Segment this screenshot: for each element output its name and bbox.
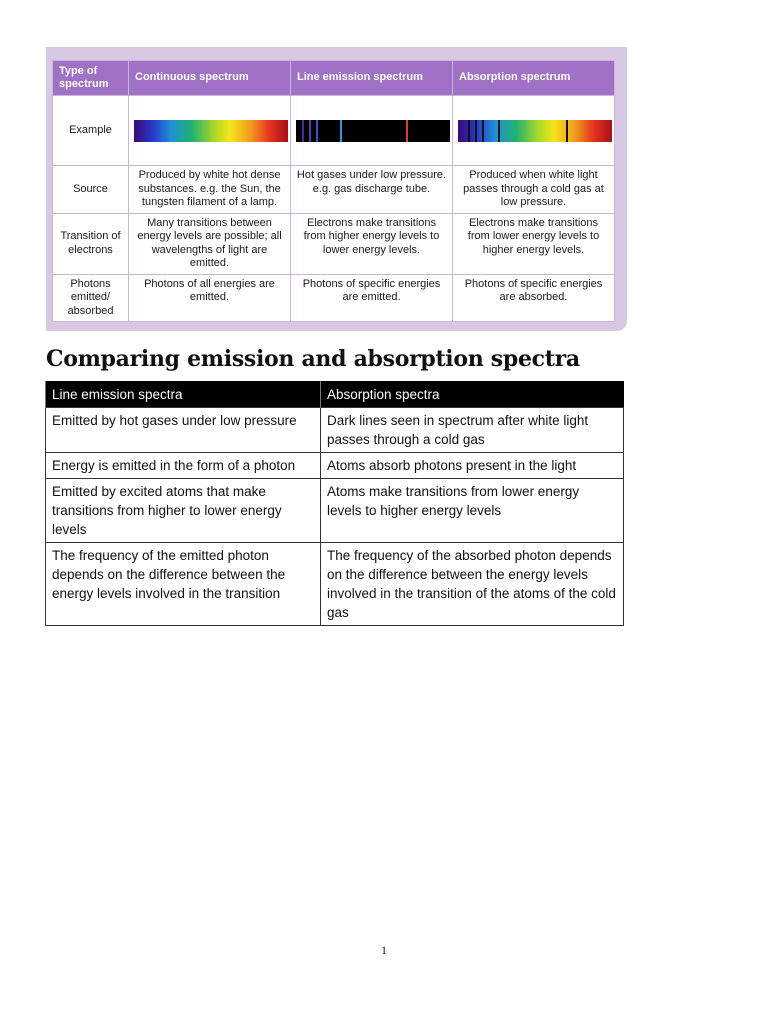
comparison-table	[45, 381, 624, 626]
table-cell: Electrons make transitions from lower energy levels to higher energy levels.	[453, 213, 615, 274]
table-cell: Photons of specific energies are emitted.	[291, 274, 453, 322]
header-type-of-spectrum: Type of spectrum	[53, 61, 129, 96]
table-cell: Atoms make transitions from lower energy levels to higher energy levels	[321, 479, 624, 543]
row-label-source: Source	[53, 166, 129, 214]
emission-spectrum-image	[296, 120, 450, 142]
header-line-emission-spectra: Line emission spectra	[46, 381, 321, 408]
table-cell: Dark lines seen in spectrum after white light passes through a cold gas	[321, 408, 624, 453]
table-cell: Produced when white light passes through a cold gas at low pressure.	[453, 166, 615, 214]
row-label-transition: Transition of electrons	[53, 213, 129, 274]
section-heading: Comparing emission and absorption spectra	[46, 346, 580, 372]
table-cell: Photons of specific energies are absorbed.	[453, 274, 615, 322]
table-cell: Atoms absorb photons present in the light	[321, 453, 624, 479]
comparison-header-row	[46, 381, 624, 408]
emission-spectrum-cell	[291, 96, 453, 166]
table-row	[46, 543, 624, 626]
table-row-photons	[53, 274, 615, 322]
table-row-transition	[53, 213, 615, 274]
table-row	[46, 408, 624, 453]
table-row-source	[53, 166, 615, 214]
header-continuous-spectrum: Continuous spectrum	[129, 61, 291, 96]
row-label-example: Example	[53, 96, 129, 166]
spectra-table	[52, 60, 615, 322]
absorption-line	[498, 120, 500, 142]
table-cell: Hot gases under low pressure. e.g. gas discharge tube.	[291, 166, 453, 214]
table-cell: Emitted by hot gases under low pressure	[46, 408, 321, 453]
table-row	[46, 453, 624, 479]
absorption-line	[566, 120, 568, 142]
absorption-spectrum-cell	[453, 96, 615, 166]
absorption-line	[468, 120, 470, 142]
table-cell: Produced by white hot dense substances. e.g. the Sun, the tungsten filament of a lamp.	[129, 166, 291, 214]
header-absorption-spectrum: Absorption spectrum	[453, 61, 615, 96]
header-line-emission-spectrum: Line emission spectrum	[291, 61, 453, 96]
header-absorption-spectra: Absorption spectra	[321, 381, 624, 408]
continuous-spectrum-cell	[129, 96, 291, 166]
table-cell: Energy is emitted in the form of a photon	[46, 453, 321, 479]
table-row	[46, 479, 624, 543]
emission-line	[302, 120, 304, 142]
table-cell: Photons of all energies are emitted.	[129, 274, 291, 322]
table-cell: The frequency of the emitted photon depends on the difference between the energy levels involved in the transition	[46, 543, 321, 626]
table-cell: The frequency of the absorbed photon depends on the difference between the energy levels involved in the transition of the atoms of the cold gas	[321, 543, 624, 626]
spectra-table-header-row	[53, 61, 615, 96]
emission-line	[316, 120, 318, 142]
table-cell: Many transitions between energy levels are possible; all wavelengths of light are emitted.	[129, 213, 291, 274]
continuous-spectrum-image	[134, 120, 288, 142]
page-number: 1	[381, 943, 387, 957]
absorption-spectrum-image	[458, 120, 612, 142]
table-cell: Emitted by excited atoms that make transitions from higher to lower energy levels	[46, 479, 321, 543]
table-cell: Electrons make transitions from higher energy levels to lower energy levels.	[291, 213, 453, 274]
table-row-example	[53, 96, 615, 166]
emission-line	[406, 120, 408, 142]
absorption-line	[475, 120, 477, 142]
absorption-line	[482, 120, 484, 142]
row-label-photons: Photons emitted/ absorbed	[53, 274, 129, 322]
emission-line	[340, 120, 342, 142]
emission-line	[309, 120, 311, 142]
